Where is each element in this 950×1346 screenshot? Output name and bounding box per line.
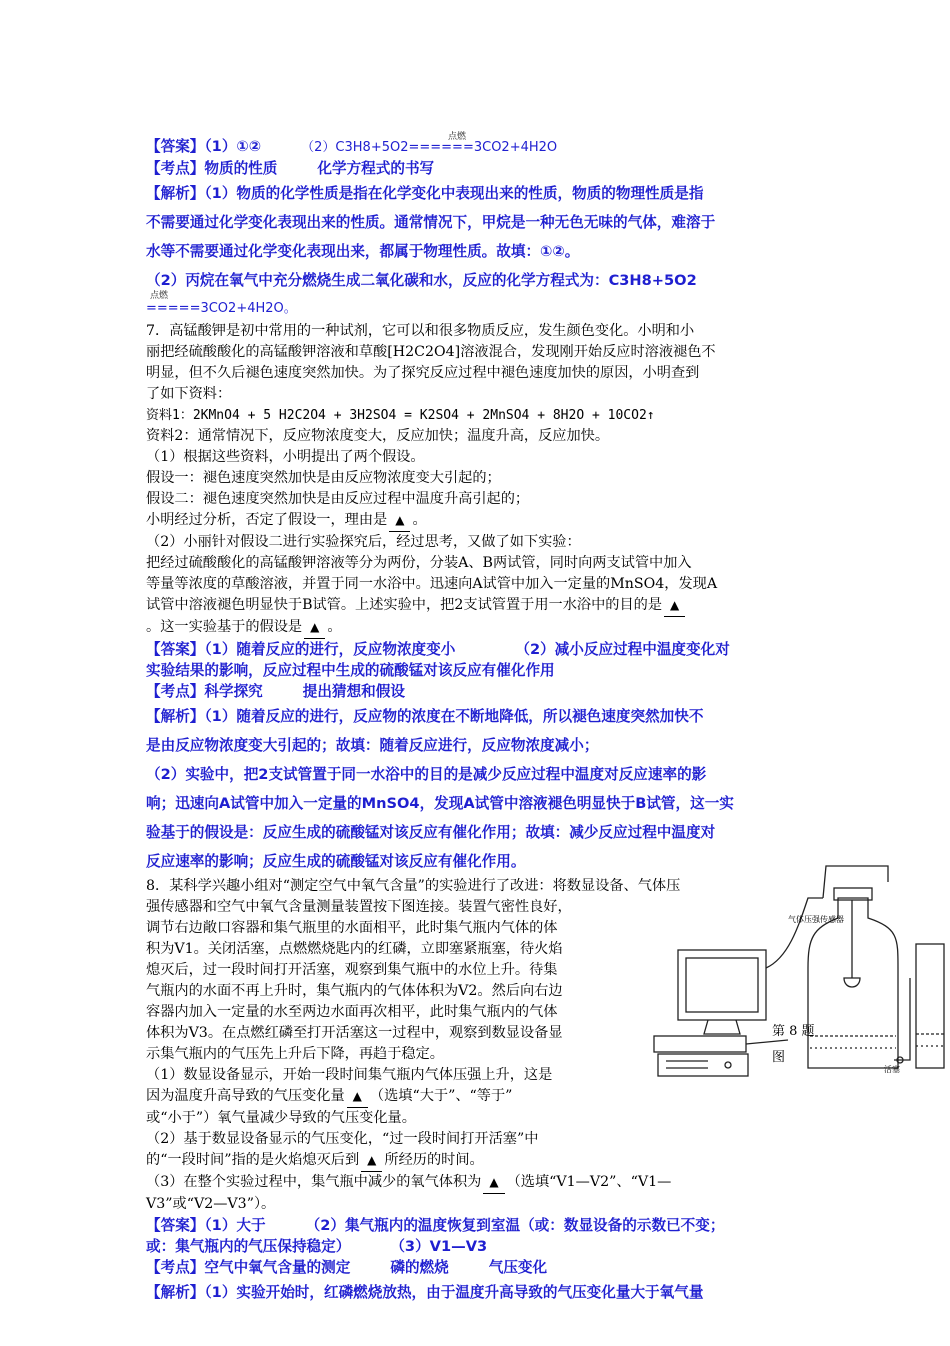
question-line: 小明经过分析，否定了假设一，理由是 ▲ 。 (146, 510, 810, 532)
open-container-icon (916, 944, 944, 1068)
question-line: 示集气瓶内的气压先上升后下降，再趋于稳定。 (146, 1046, 444, 1062)
question-line: 8．某科学兴趣小组对“测定空气中氧气含量”的实验进行了改进：将数显设备、气体压 (146, 878, 681, 894)
reaction-condition: 点燃 (150, 291, 169, 301)
analysis-line: 响；迅速向A试管中加入一定量的MnSO4，发现A试管中溶液褪色明显快于B试管，这一实 (146, 795, 734, 812)
question-line: 了如下资料： (146, 386, 232, 402)
question-line: （2）基于数显设备显示的气压变化，“过一段时间打开活塞”中 (146, 1131, 539, 1147)
document-page (146, 126, 810, 1307)
analysis-line: （2）实验中，把2支试管置于同一水浴中的目的是减少反应过程中温度对反应速率的影 (146, 766, 707, 783)
keypoint-line: 【考点】物质的性质 化学方程式的书写 (146, 160, 435, 177)
question-line: 。这一实验基于的假设是 ▲ 。 (146, 617, 810, 639)
question-line: 把经过硫酸酸化的高锰酸钾溶液等分为两份，分装A、B两试管，同时向两支试管中加入 (146, 555, 692, 571)
question-line: V3”或“V2—V3”）。 (146, 1196, 276, 1212)
question-line: 或“小于”）氧气量减少导致的气压变化量。 (146, 1110, 416, 1126)
question-line: 体积为V3。在点燃红磷至打开活塞这一过程中，观察到数显设备显 (146, 1025, 563, 1041)
question-body (146, 897, 646, 1172)
question-line: （1）数显设备显示，开始一段时间集气瓶内气体压强上升，这是 (146, 1067, 553, 1083)
question-line: 调节右边敞口容器和集气瓶里的水面相平，此时集气瓶内气体的体 (146, 920, 558, 936)
question-line: 资料2：通常情况下，反应物浓度变大，反应加快；温度升高，反应加快。 (146, 428, 610, 444)
experiment-apparatus-figure (648, 858, 948, 1088)
sensor-label: 气体压强传感器 (788, 915, 844, 924)
question-line: 的“一段时间”指的是火焰熄灭后到 ▲ 所经历的时间。 (146, 1150, 646, 1172)
analysis-line: 【解析】（1）物质的化学性质是指在化学变化中表现出来的性质，物质的物理性质是指 (146, 185, 704, 202)
answer-line: 实验结果的影响，反应过程中生成的硫酸锰对该反应有催化作用 (146, 662, 555, 679)
answer-blank[interactable]: ▲ (664, 595, 685, 617)
question-line: 试管中溶液褪色明显快于B试管。上述实验中，把2支试管置于用一水浴中的目的是 ▲ (146, 595, 810, 617)
analysis-line: 反应速率的影响；反应生成的硫酸锰对该反应有催化作用。 (146, 853, 526, 870)
question-line: 强传感器和空气中氧气含量测量装置按下图连接。装置气密性良好， (146, 899, 572, 915)
answer-line: 【答案】（1）随着反应的进行，反应物浓度变小 （2）减小反应过程中温度变化对 (146, 641, 730, 658)
keypoint-line: 【考点】科学探究 提出猜想和假设 (146, 683, 405, 700)
answer-blank[interactable]: ▲ (389, 510, 410, 532)
keypoint-line: 【考点】空气中氧气含量的测定 磷的燃烧 气压变化 (146, 1259, 548, 1276)
question-line: 等量等浓度的草酸溶液，并置于同一水浴中。迅速向A试管中加入一定量的MnSO4，发现A (146, 576, 718, 592)
answer-blank[interactable]: ▲ (361, 1150, 382, 1172)
apparatus-diagram (648, 858, 948, 1088)
analysis-line: =====3CO2+4H2O。 (146, 301, 297, 316)
answer-blank[interactable]: ▲ (347, 1086, 368, 1108)
question-line: 容器内加入一定量的水至两边水面再次相平，此时集气瓶内的气体 (146, 1004, 558, 1020)
monitor-icon (678, 950, 766, 1020)
question-line: 假设二：褪色速度突然加快是由反应过程中温度升高引起的； (146, 491, 530, 507)
question-line: （1）根据这些资料，小明提出了两个假设。 (146, 449, 425, 465)
question-line: 7．高锰酸钾是初中常用的一种试剂，它可以和很多物质反应，发生颜色变化。小明和小 (146, 323, 695, 339)
question-line: 熄灭后，过一段时间打开活塞，观察到集气瓶中的水位上升。待集 (146, 962, 558, 978)
question-line: 因为温度升高导致的气压变化量 ▲ （选填“大于”、“等于” (146, 1086, 646, 1108)
analysis-line: 不需要通过化学变化表现出来的性质。通常情况下，甲烷是一种无色无味的气体，难溶于 (146, 214, 716, 231)
question-line: 明显，但不久后褪色速度突然加快。为了探究反应过程中褪色速度加快的原因，小明查到 (146, 365, 700, 381)
answer-line: 【答案】（1）大于 （2）集气瓶内的温度恢复到室温（或：数显设备的示数已不变； (146, 1217, 725, 1234)
analysis-line: 【解析】（1）随着反应的进行，反应物的浓度在不断地降低，所以褪色速度突然加快不 (146, 708, 704, 725)
analysis-line: （2）丙烷在氧气中充分燃烧生成二氧化碳和水，反应的化学方程式为：C3H8+5O2 (146, 272, 697, 289)
figure-caption: 第 8 题 (772, 1024, 815, 1039)
question-line: 丽把经硫酸酸化的高锰酸钾溶液和草酸[H2C2O4]溶液混合，发现刚开始反应时溶液褪色不 (146, 344, 716, 360)
question-line: 气瓶内的水面不再上升时，集气瓶内的气体体积为V2。然后向右边 (146, 983, 563, 999)
reaction-equation: 资料1：2KMnO4 + 5 H2C2O4 + 3H2SO4 = K2SO4 + 2MnSO4 + 8H2O + 10CO2↑ (146, 408, 655, 423)
answer-blank[interactable]: ▲ (483, 1172, 504, 1194)
answer-line: 或：集气瓶内的气压保持稳定） （3）V1—V3 (146, 1238, 488, 1255)
question-line: 假设一：褪色速度突然加快是由反应物浓度变大引起的； (146, 470, 501, 486)
analysis-line: 验基于的假设是：反应生成的硫酸锰对该反应有催化作用；故填：减少反应过程中温度对 (146, 824, 716, 841)
analysis-line: 是由反应物浓度变大引起的；故填：随着反应进行，反应物浓度减小； (146, 737, 599, 754)
data-display-icon (658, 1054, 748, 1076)
question-line: （2）小丽针对假设二进行实验探究后，经过思考，又做了如下实验： (146, 534, 581, 550)
valve-label: 活塞 (884, 1065, 900, 1074)
answer-line: 【答案】（1）①② （2）C3H8+5O2======3CO2+4H2O (146, 138, 558, 155)
reaction-condition: 点燃 (448, 132, 467, 142)
analysis-line: 【解析】（1）实验开始时，红磷燃烧放热，由于温度升高导致的气压变化量大于氧气量 (146, 1284, 704, 1301)
answer-blank[interactable]: ▲ (304, 617, 325, 639)
figure-caption: 图 (772, 1050, 786, 1065)
question-line: （3）在整个实验过程中，集气瓶中减少的氧气体积为 ▲ （选填“V1—V2”、“V1— (146, 1172, 810, 1194)
question-line: 积为V1。关闭活塞，点燃燃烧匙内的红磷，立即塞紧瓶塞，待火焰 (146, 941, 563, 957)
analysis-line: 水等不需要通过化学变化表现出来，都属于物理性质。故填：①②。 (146, 243, 580, 260)
